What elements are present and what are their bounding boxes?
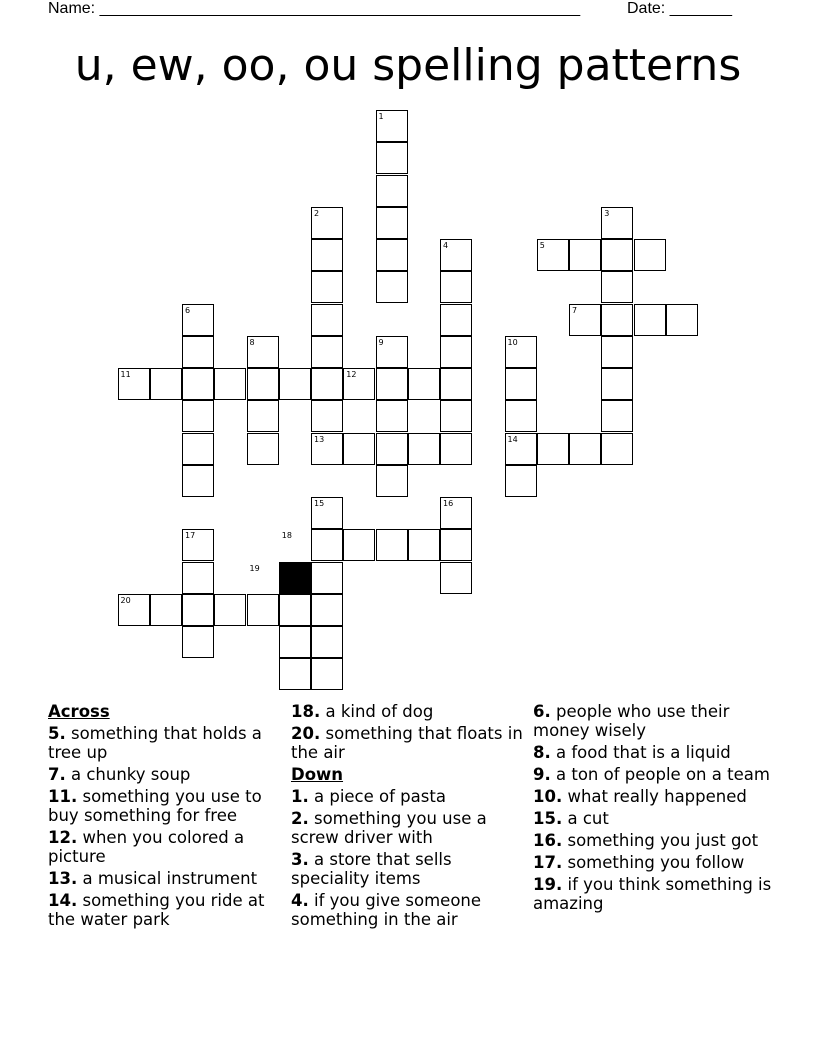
- crossword-cell[interactable]: [376, 368, 408, 400]
- clue-cell-number: 6: [185, 305, 191, 315]
- clue-item: [291, 891, 531, 929]
- crossword-cell[interactable]: [214, 594, 246, 626]
- clue-cell-number: 5: [539, 241, 545, 250]
- crossword-cell[interactable]: [634, 304, 666, 336]
- clue-text: a musical instrument: [77, 869, 258, 888]
- clue-number: 18.: [291, 702, 321, 721]
- clue-number: 9.: [533, 765, 551, 784]
- crossword-cell[interactable]: [666, 304, 698, 336]
- crossword-cell[interactable]: [247, 368, 279, 400]
- crossword-cell[interactable]: [440, 562, 472, 594]
- clue-item: [533, 743, 773, 762]
- crossword-cell[interactable]: [247, 594, 279, 626]
- crossword-cell[interactable]: [311, 304, 343, 336]
- crossword-cell[interactable]: [182, 433, 214, 465]
- crossword-cell[interactable]: [182, 368, 214, 400]
- clue-text: something you use to buy something for free: [48, 787, 262, 825]
- clue-cell-number: 14: [507, 434, 518, 444]
- crossword-cell[interactable]: [247, 400, 279, 432]
- clue-item: [291, 724, 531, 762]
- clue-text: a chunky soup: [65, 765, 191, 784]
- date-field-label: Date: _______: [627, 0, 732, 17]
- clue-cell-number: 13: [314, 434, 325, 444]
- clue-item: [291, 850, 531, 888]
- clue-number: 15.: [533, 809, 563, 828]
- crossword-cell[interactable]: [279, 594, 311, 626]
- clue-cell-number: 2: [314, 208, 320, 218]
- clue-item: [533, 702, 773, 740]
- clue-number: 17.: [533, 853, 563, 872]
- clue-text: something you follow: [562, 853, 745, 872]
- crossword-cell[interactable]: [376, 529, 408, 561]
- clue-item: [533, 809, 773, 828]
- crossword-cell[interactable]: [343, 529, 375, 561]
- clue-text: something you ride at the water park: [48, 891, 265, 929]
- crossword-cell[interactable]: [182, 400, 214, 432]
- clue-item: [533, 875, 773, 913]
- clue-number: 10.: [533, 787, 563, 806]
- crossword-cell[interactable]: [279, 658, 311, 690]
- crossword-cell[interactable]: [376, 400, 408, 432]
- crossword-cell[interactable]: [182, 594, 214, 626]
- mixed-clues-column: [291, 702, 531, 932]
- crossword-cell[interactable]: [311, 336, 343, 368]
- clue-number: 3.: [291, 850, 309, 869]
- clue-text: something that floats in the air: [291, 724, 523, 762]
- clue-text: what really happened: [562, 787, 747, 806]
- clue-text: a food that is a liquid: [550, 743, 731, 762]
- crossword-cell[interactable]: [311, 400, 343, 432]
- crossword-cell[interactable]: [601, 304, 633, 336]
- clue-text: a cut: [562, 809, 609, 828]
- clue-number: 8.: [533, 743, 551, 762]
- crossword-cell[interactable]: [182, 465, 214, 497]
- clue-cell-number: 9: [378, 337, 384, 347]
- crossword-cell[interactable]: [311, 594, 343, 626]
- crossword-cell[interactable]: [601, 400, 633, 432]
- clue-cell-number: 15: [314, 499, 325, 508]
- crossword-cell[interactable]: [279, 626, 311, 658]
- clue-text: something you use a screw driver with: [291, 809, 487, 847]
- clue-item: [533, 787, 773, 806]
- clue-item: [48, 891, 288, 929]
- clue-cell-number: 10: [507, 337, 518, 347]
- name-field-label: Name: ______________________________________________________: [48, 0, 581, 17]
- clue-cell-number: 3: [604, 208, 610, 218]
- clue-text: a ton of people on a team: [550, 765, 770, 784]
- clue-number: 1.: [291, 787, 309, 806]
- clue-number: 5.: [48, 724, 66, 743]
- crossword-cell[interactable]: [440, 336, 472, 368]
- clue-item: [48, 765, 288, 784]
- crossword-cell[interactable]: [311, 271, 343, 303]
- crossword-cell[interactable]: [601, 271, 633, 303]
- crossword-cell[interactable]: [569, 433, 601, 465]
- crossword-cell[interactable]: [311, 239, 343, 271]
- clue-cell-number: 18: [281, 531, 292, 541]
- clue-number: 20.: [291, 724, 321, 743]
- clue-text: a kind of dog: [320, 702, 434, 721]
- clue-text: if you think something is amazing: [533, 875, 772, 913]
- clue-text: a store that sells speciality items: [291, 850, 452, 888]
- clue-number: 6.: [533, 702, 551, 721]
- across-clues-column: [48, 702, 288, 932]
- crossword-cell[interactable]: [440, 271, 472, 303]
- clue-number: 14.: [48, 891, 78, 910]
- crossword-cell[interactable]: [311, 368, 343, 400]
- clue-number: 12.: [48, 828, 78, 847]
- clue-cell-number: 20: [120, 595, 131, 605]
- down-heading: Down: [291, 765, 344, 784]
- down-clues-column: [533, 702, 773, 916]
- clue-item: [48, 828, 288, 866]
- crossword-cell[interactable]: [343, 433, 375, 465]
- page-title: u, ew, oo, ou spelling patterns: [74, 40, 742, 91]
- crossword-black-cell: [279, 562, 311, 594]
- crossword-cell[interactable]: [279, 368, 311, 400]
- crossword-cell[interactable]: [150, 594, 182, 626]
- clue-number: 13.: [48, 869, 78, 888]
- clue-number: 4.: [291, 891, 309, 910]
- crossword-cell[interactable]: [601, 368, 633, 400]
- clue-item: [533, 853, 773, 872]
- clue-text: people who use their money wisely: [533, 702, 730, 740]
- crossword-cell[interactable]: [182, 626, 214, 658]
- crossword-cell[interactable]: [376, 239, 408, 271]
- clue-number: 11.: [48, 787, 78, 806]
- crossword-cell[interactable]: [247, 433, 279, 465]
- clue-item: [48, 724, 288, 762]
- crossword-cell[interactable]: [505, 368, 537, 400]
- crossword-cell[interactable]: [601, 239, 633, 271]
- crossword-cell[interactable]: [569, 239, 601, 271]
- clue-number: 2.: [291, 809, 309, 828]
- clue-cell-number: 12: [346, 370, 357, 379]
- clue-cell-number: 11: [120, 370, 131, 379]
- clue-cell-number: 16: [443, 499, 454, 508]
- crossword-cell[interactable]: [505, 465, 537, 497]
- crossword-cell[interactable]: [440, 304, 472, 336]
- crossword-cell[interactable]: [182, 336, 214, 368]
- clue-item: [48, 869, 288, 888]
- crossword-cell[interactable]: [408, 368, 440, 400]
- across-heading: Across: [48, 702, 110, 721]
- crossword-cell[interactable]: [376, 142, 408, 174]
- crossword-cell[interactable]: [376, 175, 408, 207]
- clue-text: if you give someone something in the air: [291, 891, 482, 929]
- clue-item: [533, 831, 773, 850]
- crossword-cell[interactable]: [634, 239, 666, 271]
- clue-text: something you just got: [562, 831, 759, 850]
- crossword-cell[interactable]: [182, 562, 214, 594]
- crossword-cell[interactable]: [376, 465, 408, 497]
- crossword-cell[interactable]: [214, 368, 246, 400]
- crossword-cell[interactable]: [440, 400, 472, 432]
- clue-cell-number: 17: [185, 531, 196, 541]
- crossword-cell[interactable]: [408, 529, 440, 561]
- crossword-cell[interactable]: [440, 433, 472, 465]
- clue-text: something that holds a tree up: [48, 724, 262, 762]
- crossword-cell[interactable]: [376, 433, 408, 465]
- clue-cell-number: 19: [249, 563, 260, 573]
- crossword-cell[interactable]: [376, 207, 408, 239]
- clue-cell-number: 4: [443, 241, 449, 250]
- clue-number: 7.: [48, 765, 66, 784]
- crossword-cell[interactable]: [601, 336, 633, 368]
- crossword-cell[interactable]: [311, 658, 343, 690]
- crossword-cell[interactable]: [601, 433, 633, 465]
- clue-item: [291, 702, 531, 721]
- crossword-cell[interactable]: [150, 368, 182, 400]
- clue-cell-number: 8: [249, 337, 255, 347]
- clue-cell-number: 1: [378, 112, 384, 121]
- clue-item: [533, 765, 773, 784]
- crossword-cell[interactable]: [311, 529, 343, 561]
- clue-cell-number: 7: [572, 305, 578, 315]
- crossword-cell[interactable]: [440, 368, 472, 400]
- clue-number: 19.: [533, 875, 563, 894]
- clue-text: a piece of pasta: [308, 787, 446, 806]
- clue-item: [48, 787, 288, 825]
- crossword-cell[interactable]: [408, 433, 440, 465]
- clue-number: 16.: [533, 831, 563, 850]
- crossword-cell[interactable]: [440, 529, 472, 561]
- clue-item: [291, 809, 531, 847]
- crossword-cell[interactable]: [376, 271, 408, 303]
- crossword-cell[interactable]: [311, 562, 343, 594]
- clue-item: [291, 787, 531, 806]
- crossword-cell[interactable]: [505, 400, 537, 432]
- crossword-cell[interactable]: [311, 626, 343, 658]
- clue-text: when you colored a picture: [48, 828, 245, 866]
- crossword-cell[interactable]: [537, 433, 569, 465]
